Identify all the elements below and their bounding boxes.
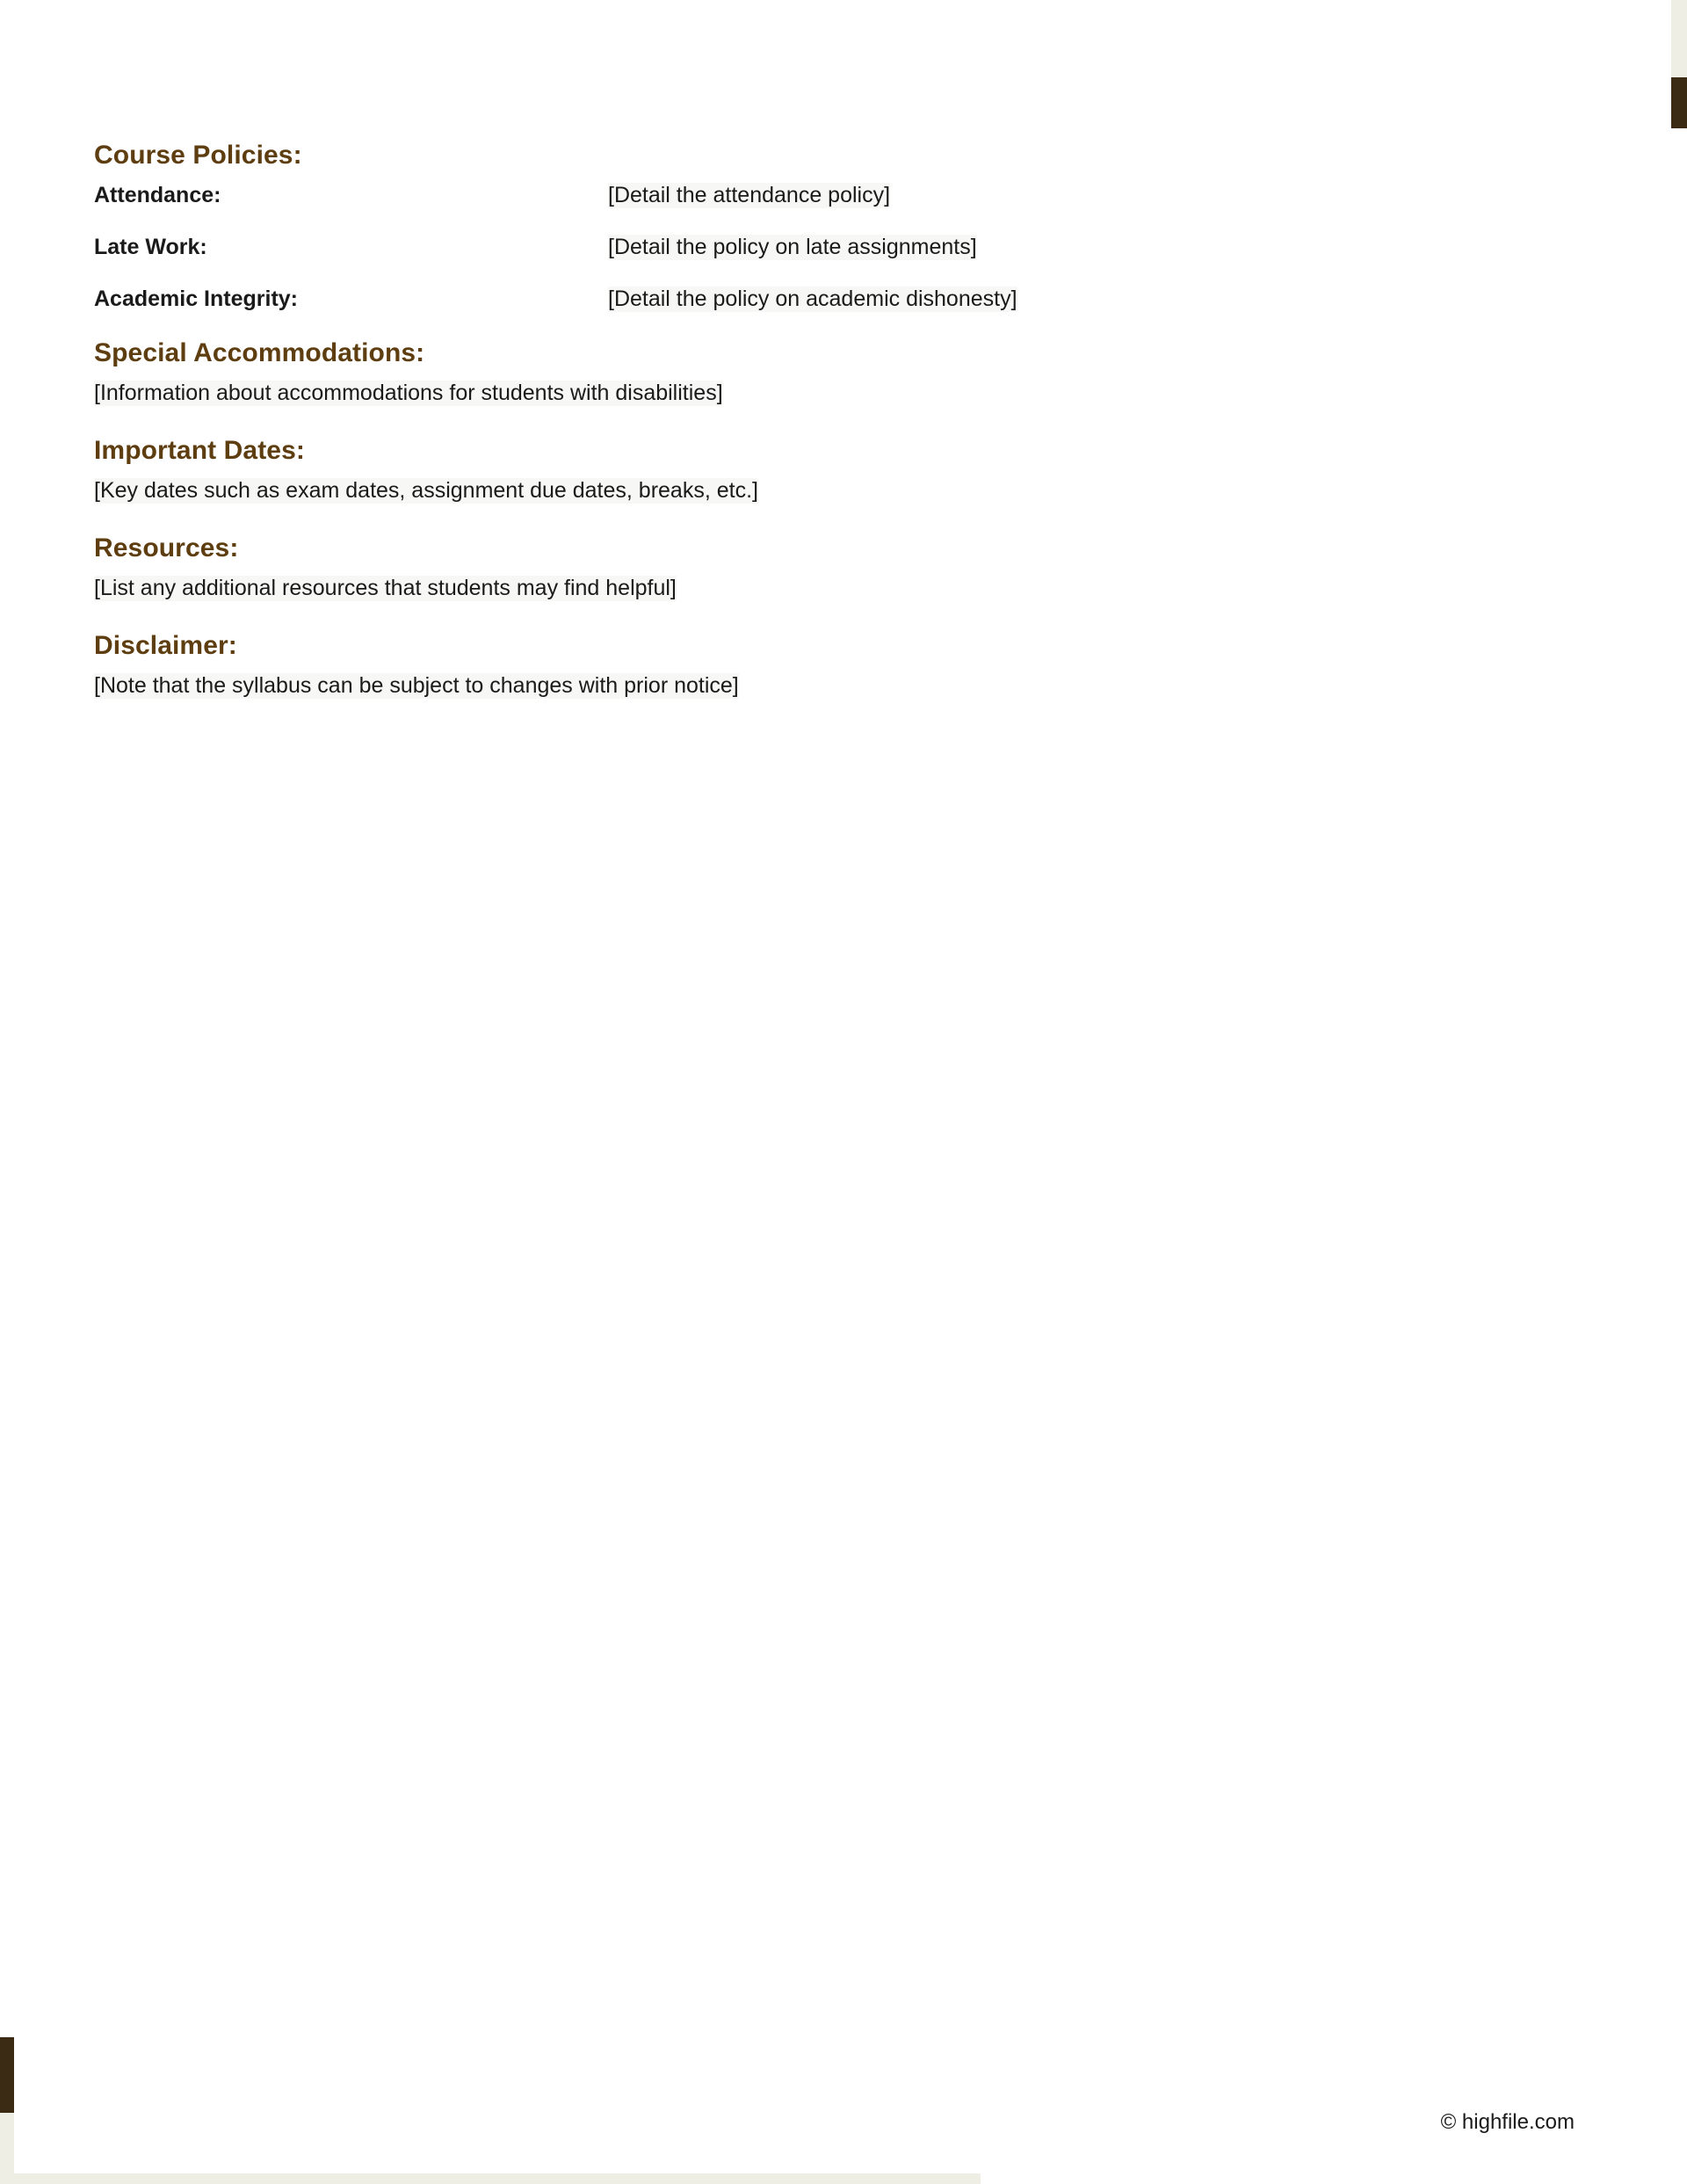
section-text-important-dates: [Key dates such as exam dates, assignment due dates, breaks, etc.] (94, 478, 758, 503)
policy-label-late-work: Late Work: (94, 235, 207, 259)
section-disclaimer (94, 631, 1535, 699)
section-important-dates (94, 436, 1535, 504)
policy-label-attendance: Attendance: (94, 183, 221, 207)
decorative-edge-strip-left-light (0, 2113, 14, 2184)
policy-value-academic-integrity: [Detail the policy on academic dishonesty] (608, 287, 1017, 311)
decorative-edge-strip-left-dark (0, 2037, 14, 2113)
decorative-edge-strip-top-light (1671, 0, 1687, 77)
policy-value-attendance: [Detail the attendance policy] (608, 183, 891, 207)
policy-row-attendance (94, 183, 1535, 208)
section-heading-disclaimer: Disclaimer: (94, 631, 237, 660)
section-resources (94, 533, 1535, 601)
section-text-disclaimer: [Note that the syllabus can be subject to changes with prior notice] (94, 673, 739, 698)
section-text-special-accommodations: [Information about accommodations for students with disabilities] (94, 381, 723, 405)
policy-row-academic-integrity (94, 287, 1535, 312)
policy-row-late-work (94, 235, 1535, 260)
section-text-resources: [List any additional resources that students may find helpful] (94, 576, 677, 600)
document-content (94, 141, 1535, 729)
section-heading-special-accommodations: Special Accommodations: (94, 338, 425, 367)
section-heading-important-dates: Important Dates: (94, 436, 305, 465)
policy-label-academic-integrity: Academic Integrity: (94, 287, 299, 311)
decorative-edge-strip-top-dark (1671, 77, 1687, 128)
section-special-accommodations (94, 338, 1535, 406)
decorative-edge-strip-bottom-light (14, 2173, 981, 2184)
policy-value-late-work: [Detail the policy on late assignments] (608, 235, 977, 259)
section-heading-resources: Resources: (94, 533, 239, 562)
footer-copyright: © highfile.com (1440, 2110, 1575, 2134)
section-heading-course-policies: Course Policies: (94, 141, 302, 170)
